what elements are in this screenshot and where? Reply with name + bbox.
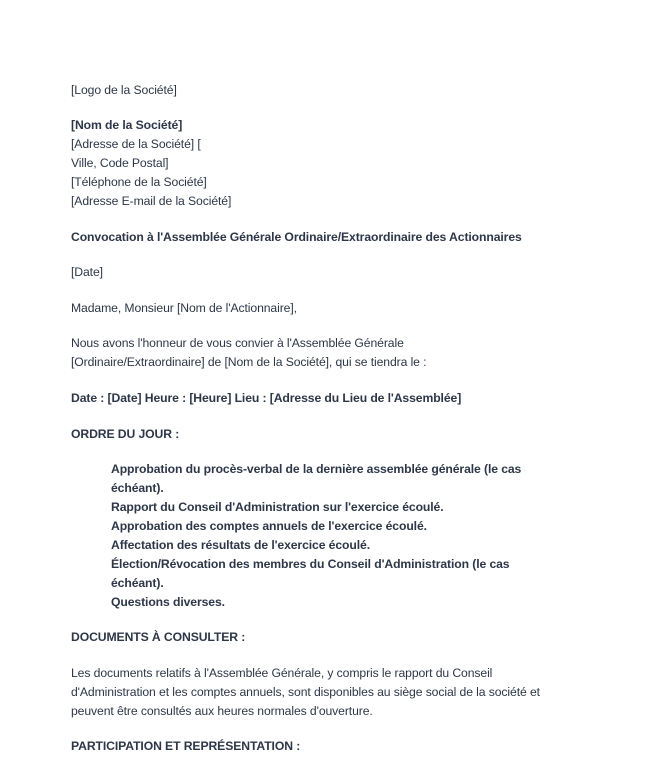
agenda-item: Affectation des résultats de l'exercice écoulé.: [111, 538, 370, 552]
company-address-line2: Ville, Code Postal]: [71, 156, 169, 170]
company-phone: [Téléphone de la Société]: [71, 175, 207, 189]
participation-heading: PARTICIPATION ET REPRÉSENTATION :: [71, 739, 301, 753]
agenda-item: Questions diverses.: [111, 595, 225, 609]
company-address-line1: [Adresse de la Société] [: [71, 137, 201, 151]
intro-paragraph: [71, 334, 591, 372]
documents-paragraph: Les documents relatifs à l'Assemblée Générale, y compris le rapport du Conseil d'Administration et les comptes annuels, sont disponibles au siège social de la société et peuvent être consultés aux heures normales d'ouverture.: [71, 666, 540, 718]
intro-line-1: Nous avons l'honneur de vous convier à l'Assemblée Générale: [71, 336, 404, 350]
document-title: Convocation à l'Assemblée Générale Ordinaire/Extraordinaire des Actionnaires: [71, 230, 522, 244]
letter-document: [71, 81, 591, 756]
agenda-item: Élection/Révocation des membres du Conseil d'Administration (le cas échéant).: [111, 557, 510, 590]
letter-date: [Date]: [71, 265, 103, 279]
company-info-block: [71, 116, 591, 211]
agenda-item: Approbation des comptes annuels de l'exercice écoulé.: [111, 519, 427, 533]
intro-line-2: [Ordinaire/Extraordinaire] de [Nom de la Société], qui se tiendra le :: [71, 355, 427, 369]
documents-heading: DOCUMENTS À CONSULTER :: [71, 630, 246, 644]
agenda-list: [111, 460, 591, 612]
company-email: [Adresse E-mail de la Société]: [71, 194, 232, 208]
agenda-item: Approbation du procès-verbal de la dernière assemblée générale (le cas échéant).: [111, 462, 522, 495]
logo-placeholder: [Logo de la Société]: [71, 83, 177, 97]
company-name: [Nom de la Société]: [71, 118, 183, 132]
agenda-item: Rapport du Conseil d'Administration sur l'exercice écoulé.: [111, 500, 444, 514]
meeting-details: Date : [Date] Heure : [Heure] Lieu : [Adresse du Lieu de l'Assemblée]: [71, 391, 462, 405]
salutation: Madame, Monsieur [Nom de l'Actionnaire],: [71, 301, 297, 315]
agenda-heading: ORDRE DU JOUR :: [71, 427, 180, 441]
